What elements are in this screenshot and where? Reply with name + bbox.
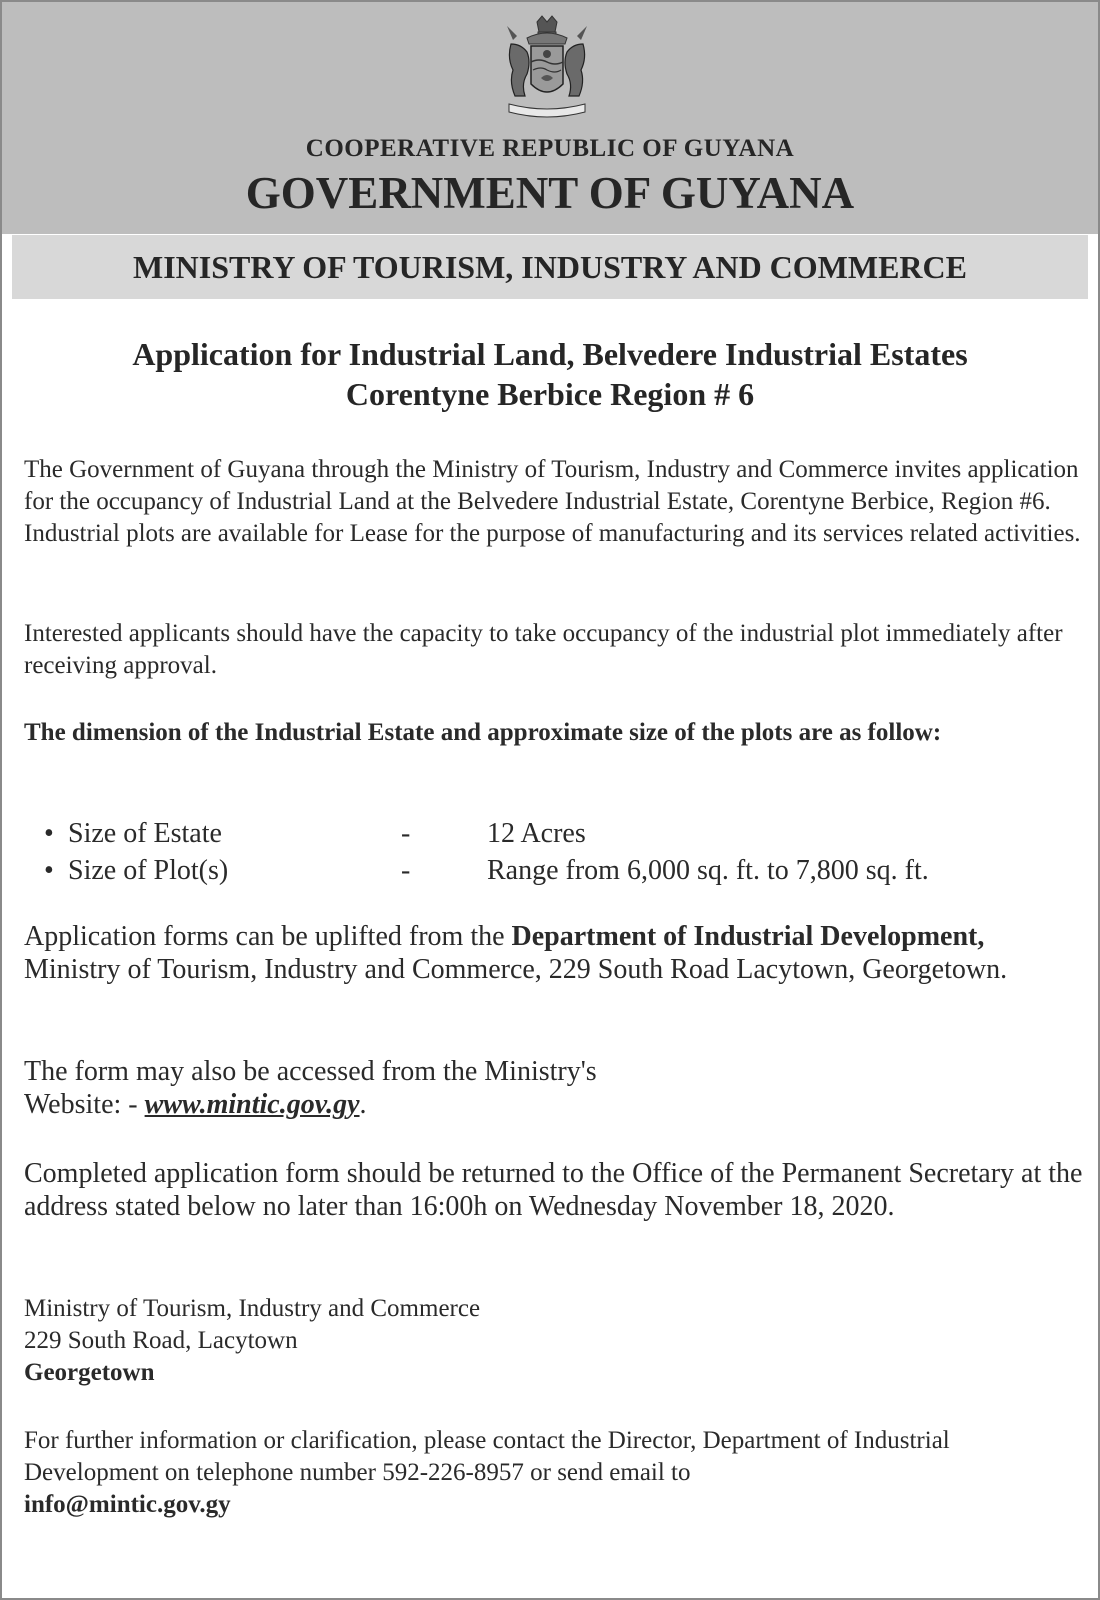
address-line-2: 229 South Road, Lacytown <box>24 1327 298 1354</box>
forms-prefix: Application forms can be uplifted from the <box>24 921 505 952</box>
header-banner <box>2 2 1098 234</box>
contact-paragraph <box>24 1425 1084 1521</box>
bullet-icon: • <box>44 818 54 849</box>
website-label: Website: - <box>24 1089 138 1120</box>
plot-label: Size of Estate <box>68 818 222 849</box>
website-link[interactable]: www.mintic.gov.gy <box>144 1089 360 1120</box>
plot-dash: - <box>401 818 411 849</box>
contact-email[interactable]: info@mintic.gov.gy <box>24 1491 231 1518</box>
plot-label: Size of Plot(s) <box>68 855 229 886</box>
guyana-coat-of-arms-icon <box>497 14 597 124</box>
plot-value: 12 Acres <box>487 818 586 849</box>
list-item <box>44 852 1084 889</box>
address-line-1: Ministry of Tourism, Industry and Commerce <box>24 1295 481 1322</box>
address-block <box>24 1293 1084 1389</box>
plot-size-list <box>44 815 1084 889</box>
forms-suffix: Ministry of Tourism, Industry and Commerce, 229 South Road Lacytown, Georgetown. <box>24 954 1008 985</box>
address-city: Georgetown <box>24 1359 155 1386</box>
bullet-icon: • <box>44 855 54 886</box>
contact-text: For further information or clarification, please contact the Director, Department of Industrial Development on telephone number 592-226-8957 or send email to <box>24 1427 950 1486</box>
dimension-heading: The dimension of the Industrial Estate and approximate size of the plots are as follow: <box>24 719 942 746</box>
government-heading: GOVERNMENT OF GUYANA <box>245 168 855 218</box>
page-title <box>2 334 1098 414</box>
ministry-banner <box>12 235 1088 299</box>
deadline-paragraph: Completed application form should be returned to the Office of the Permanent Secretary at the address stated below no later than 16:00h on Wednesday November 18, 2020. <box>24 1158 1083 1222</box>
website-paragraph <box>24 1055 1084 1121</box>
interested-paragraph: Interested applicants should have the capacity to take occupancy of the industrial plot immediately after receiving approval. <box>24 620 1063 679</box>
website-end: . <box>359 1089 367 1120</box>
forms-paragraph <box>24 920 1084 986</box>
list-item <box>44 815 1084 852</box>
plot-dash: - <box>401 855 411 886</box>
republic-heading: COOPERATIVE REPUBLIC OF GUYANA <box>305 135 795 162</box>
title-line-1: Application for Industrial Land, Belvedere Industrial Estates <box>132 336 968 372</box>
ministry-heading: MINISTRY OF TOURISM, INDUSTRY AND COMMERCE <box>133 249 967 285</box>
plot-value: Range from 6,000 sq. ft. to 7,800 sq. ft. <box>487 855 929 886</box>
department-name: Department of Industrial Development, <box>511 921 985 952</box>
title-line-2: Corentyne Berbice Region # 6 <box>345 376 755 412</box>
intro-paragraph: The Government of Guyana through the Ministry of Tourism, Industry and Commerce invites application for the occupancy of Industrial Land at the Belvedere Industrial Estate, Corentyne Berbice, Region #6. Industrial plots are available for Lease for the purpose of manufacturing and its services related activities. <box>24 456 1081 547</box>
website-prefix: The form may also be accessed from the Ministry's <box>24 1056 597 1087</box>
